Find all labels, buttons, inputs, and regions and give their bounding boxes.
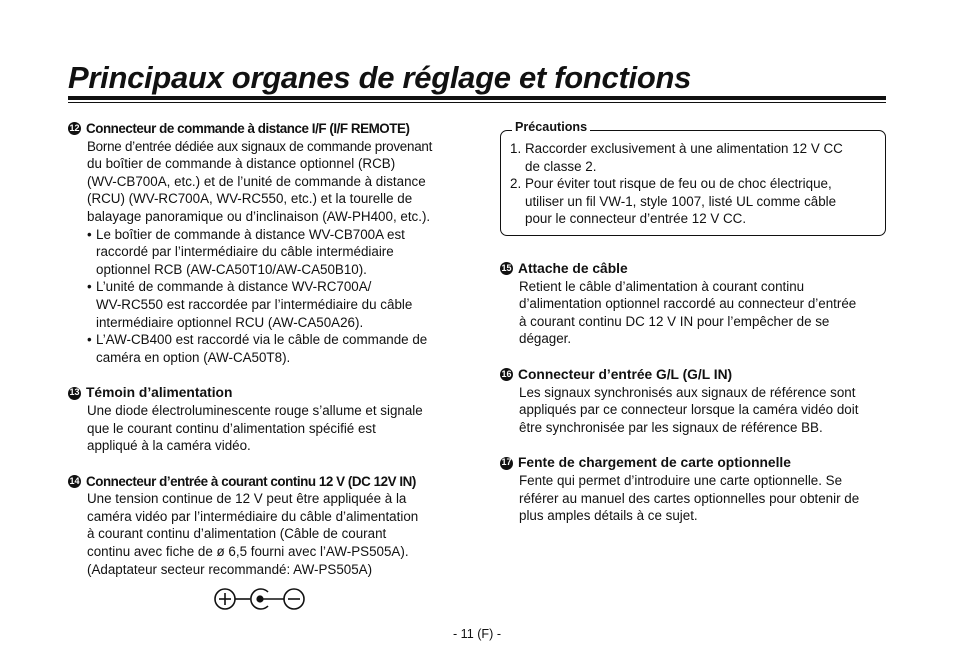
body-line: plus amples détails à ce sujet. xyxy=(519,508,698,524)
bullet-line: • L’AW-CB400 est raccordé via le câble de commande de xyxy=(96,332,428,348)
right-column xyxy=(500,260,892,543)
dc-polarity-symbol-icon xyxy=(212,586,308,612)
section-16-title: Connecteur d’entrée G/L (G/L IN) xyxy=(518,366,733,382)
section-17-title: Fente de chargement de carte optionnelle xyxy=(518,455,791,471)
section-13-heading xyxy=(68,384,460,402)
section-12-heading xyxy=(68,120,460,138)
number-16-icon: 16 xyxy=(500,368,513,381)
body-line: (WV-CB700A, etc.) et de l’unité de commande à distance xyxy=(87,173,426,189)
bullet-line: intermédiaire optionnel RCU (AW-CA50A26). xyxy=(96,314,364,330)
body-line: Une diode électroluminescente rouge s’allume et signale xyxy=(87,402,423,418)
precautions-title: Précautions xyxy=(512,120,590,134)
section-13-body xyxy=(68,402,460,455)
section-17 xyxy=(500,454,892,524)
section-16 xyxy=(500,366,892,436)
body-line: (RCU) (WV-RC700A, WV-RC550, etc.) et la tourelle de xyxy=(87,191,413,207)
body-line: continu avec fiche de ø 6,5 fourni avec l’AW-PS505A). xyxy=(87,544,409,560)
body-line: à courant continu d’alimentation (Câble de courant xyxy=(87,526,387,542)
section-13 xyxy=(68,384,460,454)
section-15 xyxy=(500,260,892,348)
section-16-heading xyxy=(500,366,892,384)
bullet-line: caméra en option (AW-CA50T8). xyxy=(96,349,291,365)
body-line: référer au manuel des cartes optionnelles pour obtenir de xyxy=(519,490,860,506)
number-15-icon: 15 xyxy=(500,262,513,275)
number-12-icon: 12 xyxy=(68,122,81,135)
precautions-list xyxy=(510,140,882,228)
section-17-body xyxy=(500,472,892,525)
body-line: d’alimentation optionnel raccordé au connecteur d’entrée xyxy=(519,296,857,312)
section-15-body xyxy=(500,278,892,348)
precaution-number: 2. xyxy=(510,176,522,192)
body-line: du boîtier de commande à distance optionnel (RCB) xyxy=(87,156,396,172)
bullet-line: • Le boîtier de commande à distance WV-CB700A est xyxy=(96,226,405,242)
body-line: Une tension continue de 12 V peut être appliquée à la xyxy=(87,491,407,507)
body-line: Borne d’entrée dédiée aux signaux de commande provenant xyxy=(87,138,433,154)
section-12-body xyxy=(68,138,460,367)
section-14-body xyxy=(68,490,460,578)
body-line: balayage panoramique ou d’inclinaison (AW-PH400, etc.). xyxy=(87,208,431,224)
section-12-title: Connecteur de commande à distance I/F (I/F REMOTE) xyxy=(86,121,410,136)
bullet-line: • L’unité de commande à distance WV-RC700A/ xyxy=(96,279,372,295)
body-line: à courant continu DC 12 V IN pour l’empêcher de se xyxy=(519,313,830,329)
left-column xyxy=(68,120,460,596)
number-13-icon: 13 xyxy=(68,387,81,400)
body-line: Fente qui permet d’introduire une carte optionnelle. Se xyxy=(519,472,843,488)
precaution-line: Pour éviter tout risque de feu ou de choc électrique, xyxy=(525,176,832,192)
page-number: - 11 (F) - xyxy=(452,627,502,641)
precaution-number: 1. xyxy=(510,141,522,156)
body-line: appliqués par ce connecteur lorsque la caméra vidéo doit xyxy=(519,402,859,418)
section-13-title: Témoin d’alimentation xyxy=(86,385,233,401)
precaution-item xyxy=(510,140,882,175)
body-line: dégager. xyxy=(519,331,572,347)
section-17-heading xyxy=(500,454,892,472)
precaution-line: de classe 2. xyxy=(525,158,597,174)
precaution-line: pour le connecteur d’entrée 12 V CC. xyxy=(525,211,747,227)
body-line: que le courant continu d’alimentation spécifié est xyxy=(87,420,376,436)
number-17-icon: 17 xyxy=(500,457,513,470)
title-rule-thick xyxy=(68,96,886,100)
section-14-title: Connecteur d’entrée à courant continu 12 V (DC 12V IN) xyxy=(86,473,416,489)
bullet-item xyxy=(87,226,460,279)
body-line: caméra vidéo par l’intermédiaire du câble d’alimentation xyxy=(87,508,419,524)
bullet-item xyxy=(87,331,460,366)
precaution-line: Raccorder exclusivement à une alimentation 12 V CC xyxy=(525,141,843,156)
bullet-line: WV-RC550 est raccordée par l’intermédiaire du câble xyxy=(96,296,413,312)
body-line: Retient le câble d’alimentation à courant continu xyxy=(519,278,805,294)
precaution-line: utiliser un fil VW-1, style 1007, listé UL comme câble xyxy=(525,193,837,209)
bullet-line: raccordé par l’intermédiaire du câble intermédiaire xyxy=(96,244,394,260)
body-line: Les signaux synchronisés aux signaux de référence sont xyxy=(519,384,856,400)
bullet-line: optionnel RCB (AW-CA50T10/AW-CA50B10). xyxy=(96,261,367,277)
section-14-heading xyxy=(68,473,460,491)
body-line: être synchronisée par les signaux de référence BB. xyxy=(519,419,823,435)
section-16-body xyxy=(500,384,892,437)
precaution-item xyxy=(510,175,882,228)
body-line: appliqué à la caméra vidéo. xyxy=(87,438,251,454)
number-14-icon: 14 xyxy=(68,475,81,488)
section-15-heading xyxy=(500,260,892,278)
section-15-title: Attache de câble xyxy=(518,261,628,276)
section-14 xyxy=(68,473,460,579)
bullet-item xyxy=(87,278,460,331)
title-rule-thin xyxy=(68,102,886,103)
section-12 xyxy=(68,120,460,366)
page-title: Principaux organes de réglage et fonctions xyxy=(68,60,692,95)
body-line: (Adaptateur secteur recommandé: AW-PS505A) xyxy=(87,561,373,577)
